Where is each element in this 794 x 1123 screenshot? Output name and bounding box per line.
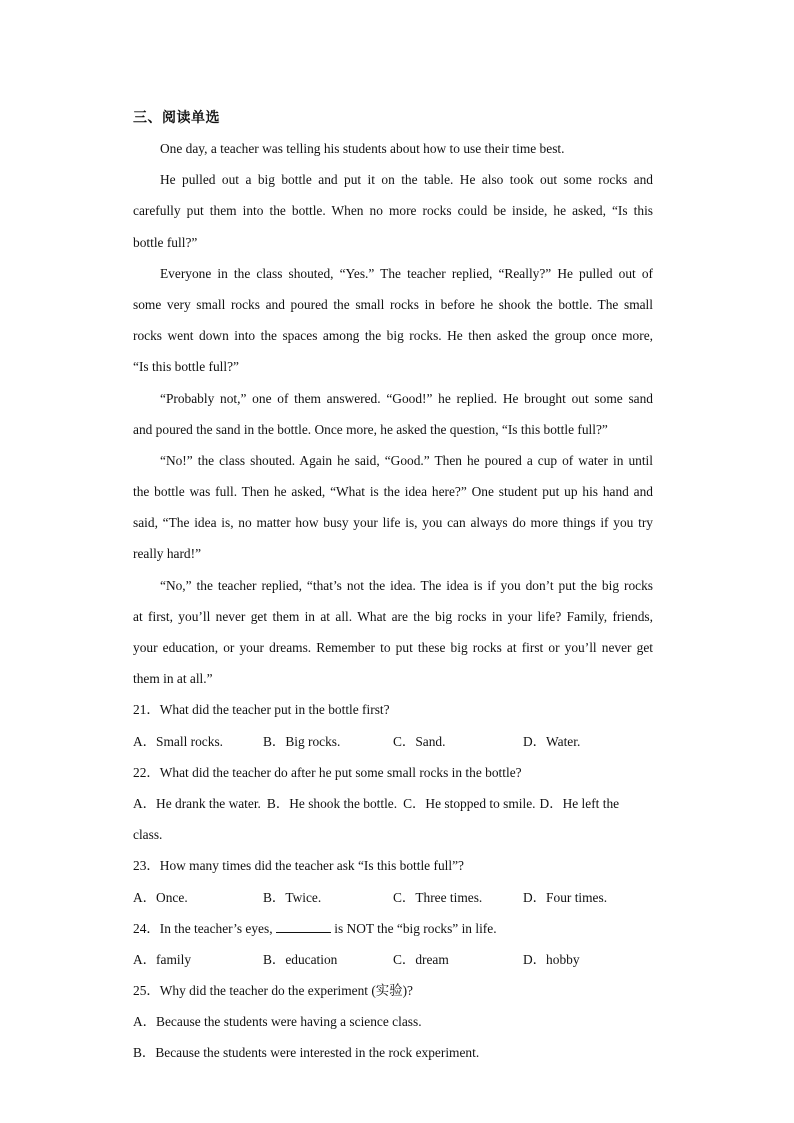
options-row — [133, 948, 653, 979]
options-row — [133, 886, 653, 917]
option-b[interactable]: B．Twice. — [263, 889, 322, 905]
options-row — [133, 730, 653, 761]
question-23 — [133, 854, 653, 916]
option-d[interactable]: D．Four times. — [523, 889, 608, 905]
question-22 — [133, 761, 653, 855]
question-stem — [133, 917, 653, 948]
option-b[interactable]: B．Because the students were interested in the rock experiment. — [133, 1045, 480, 1061]
passage-line: the bottle was full. Then he asked, “What is the idea here?” One student put up his hand and — [133, 484, 653, 500]
stem-before: 24．In the teacher’s eyes, — [133, 920, 273, 936]
question-stem: 22．What did the teacher do after he put some small rocks in the bottle? — [133, 764, 522, 780]
option-d[interactable]: D．hobby — [523, 951, 580, 967]
passage-line: “No,” the teacher replied, “that’s not the idea. The idea is if you don’t put the big rocks — [160, 577, 653, 593]
passage-line: said, “The idea is, no matter how busy your life is, you can always do more things if you try — [133, 515, 653, 531]
passage-line: rocks went down into the spaces among the big rocks. He then asked the group once more, — [133, 328, 653, 344]
option-a[interactable]: A．Small rocks. — [133, 733, 224, 749]
question-24 — [133, 917, 653, 979]
passage-line: “Probably not,” one of them answered. “Good!” he replied. He brought out some sand — [160, 390, 653, 406]
question-stem: 21．What did the teacher put in the bottle first? — [133, 702, 390, 718]
passage-line: and poured the sand in the bottle. Once more, he asked the question, “Is this bottle full?” — [133, 421, 608, 437]
passage-line: at first, you’ll never get them in at all. What are the big rocks in your life? Family, friends, — [133, 608, 653, 624]
option-b[interactable]: B．education — [263, 951, 338, 967]
option-c[interactable]: C．He stopped to smile. — [403, 795, 536, 811]
options-row — [133, 792, 653, 823]
passage-line: Everyone in the class shouted, “Yes.” The teacher replied, “Really?” He pulled out of — [160, 265, 653, 281]
option-a[interactable]: A．Once. — [133, 889, 188, 905]
passage-line: “No!” the class shouted. Again he said, “Good.” Then he poured a cup of water in until — [160, 452, 653, 468]
option-d[interactable]: D．He left the — [539, 795, 620, 811]
passage-line: them in at all.” — [133, 671, 213, 687]
passage-line: your education, or your dreams. Remember to put these big rocks at first or you’ll never get — [133, 640, 653, 655]
question-stem: 23．How many times did the teacher ask “Is this bottle full”? — [133, 858, 464, 874]
passage-line: some very small rocks and poured the small rocks in before he shook the bottle. The small — [133, 296, 653, 312]
section-title: 三、阅读单选 — [133, 110, 220, 126]
question-25 — [133, 979, 653, 1073]
stem-after: is NOT the “big rocks” in life. — [334, 920, 497, 936]
passage-line: “Is this bottle full?” — [133, 359, 239, 375]
question-21 — [133, 698, 653, 760]
reading-passage — [133, 137, 653, 698]
question-stem: 25．Why did the teacher do the experiment (实验)? — [133, 983, 413, 999]
option-a[interactable]: A．Because the students were having a science class. — [133, 1014, 422, 1030]
document-page — [133, 106, 653, 1073]
passage-line: One day, a teacher was telling his students about how to use their time best. — [160, 141, 565, 156]
passage-line: He pulled out a big bottle and put it on the table. He also took out some rocks and — [160, 172, 653, 188]
option-b[interactable]: B．He shook the bottle. — [266, 795, 398, 811]
option-b[interactable]: B．Big rocks. — [263, 733, 341, 749]
option-d[interactable]: D．Water. — [523, 733, 581, 749]
option-c[interactable]: C．Sand. — [393, 733, 446, 749]
option-a[interactable]: A．He drank the water. — [133, 795, 261, 811]
option-continuation: class. — [133, 827, 163, 843]
option-c[interactable]: C．dream — [393, 951, 449, 967]
answer-blank — [276, 918, 331, 933]
passage-line: carefully put them into the bottle. When no more rocks could be inside, he asked, “Is this — [133, 203, 653, 219]
option-c[interactable]: C．Three times. — [393, 889, 483, 905]
option-a[interactable]: A．family — [133, 951, 192, 967]
passage-line: really hard!” — [133, 546, 202, 562]
passage-line: bottle full?” — [133, 234, 198, 250]
